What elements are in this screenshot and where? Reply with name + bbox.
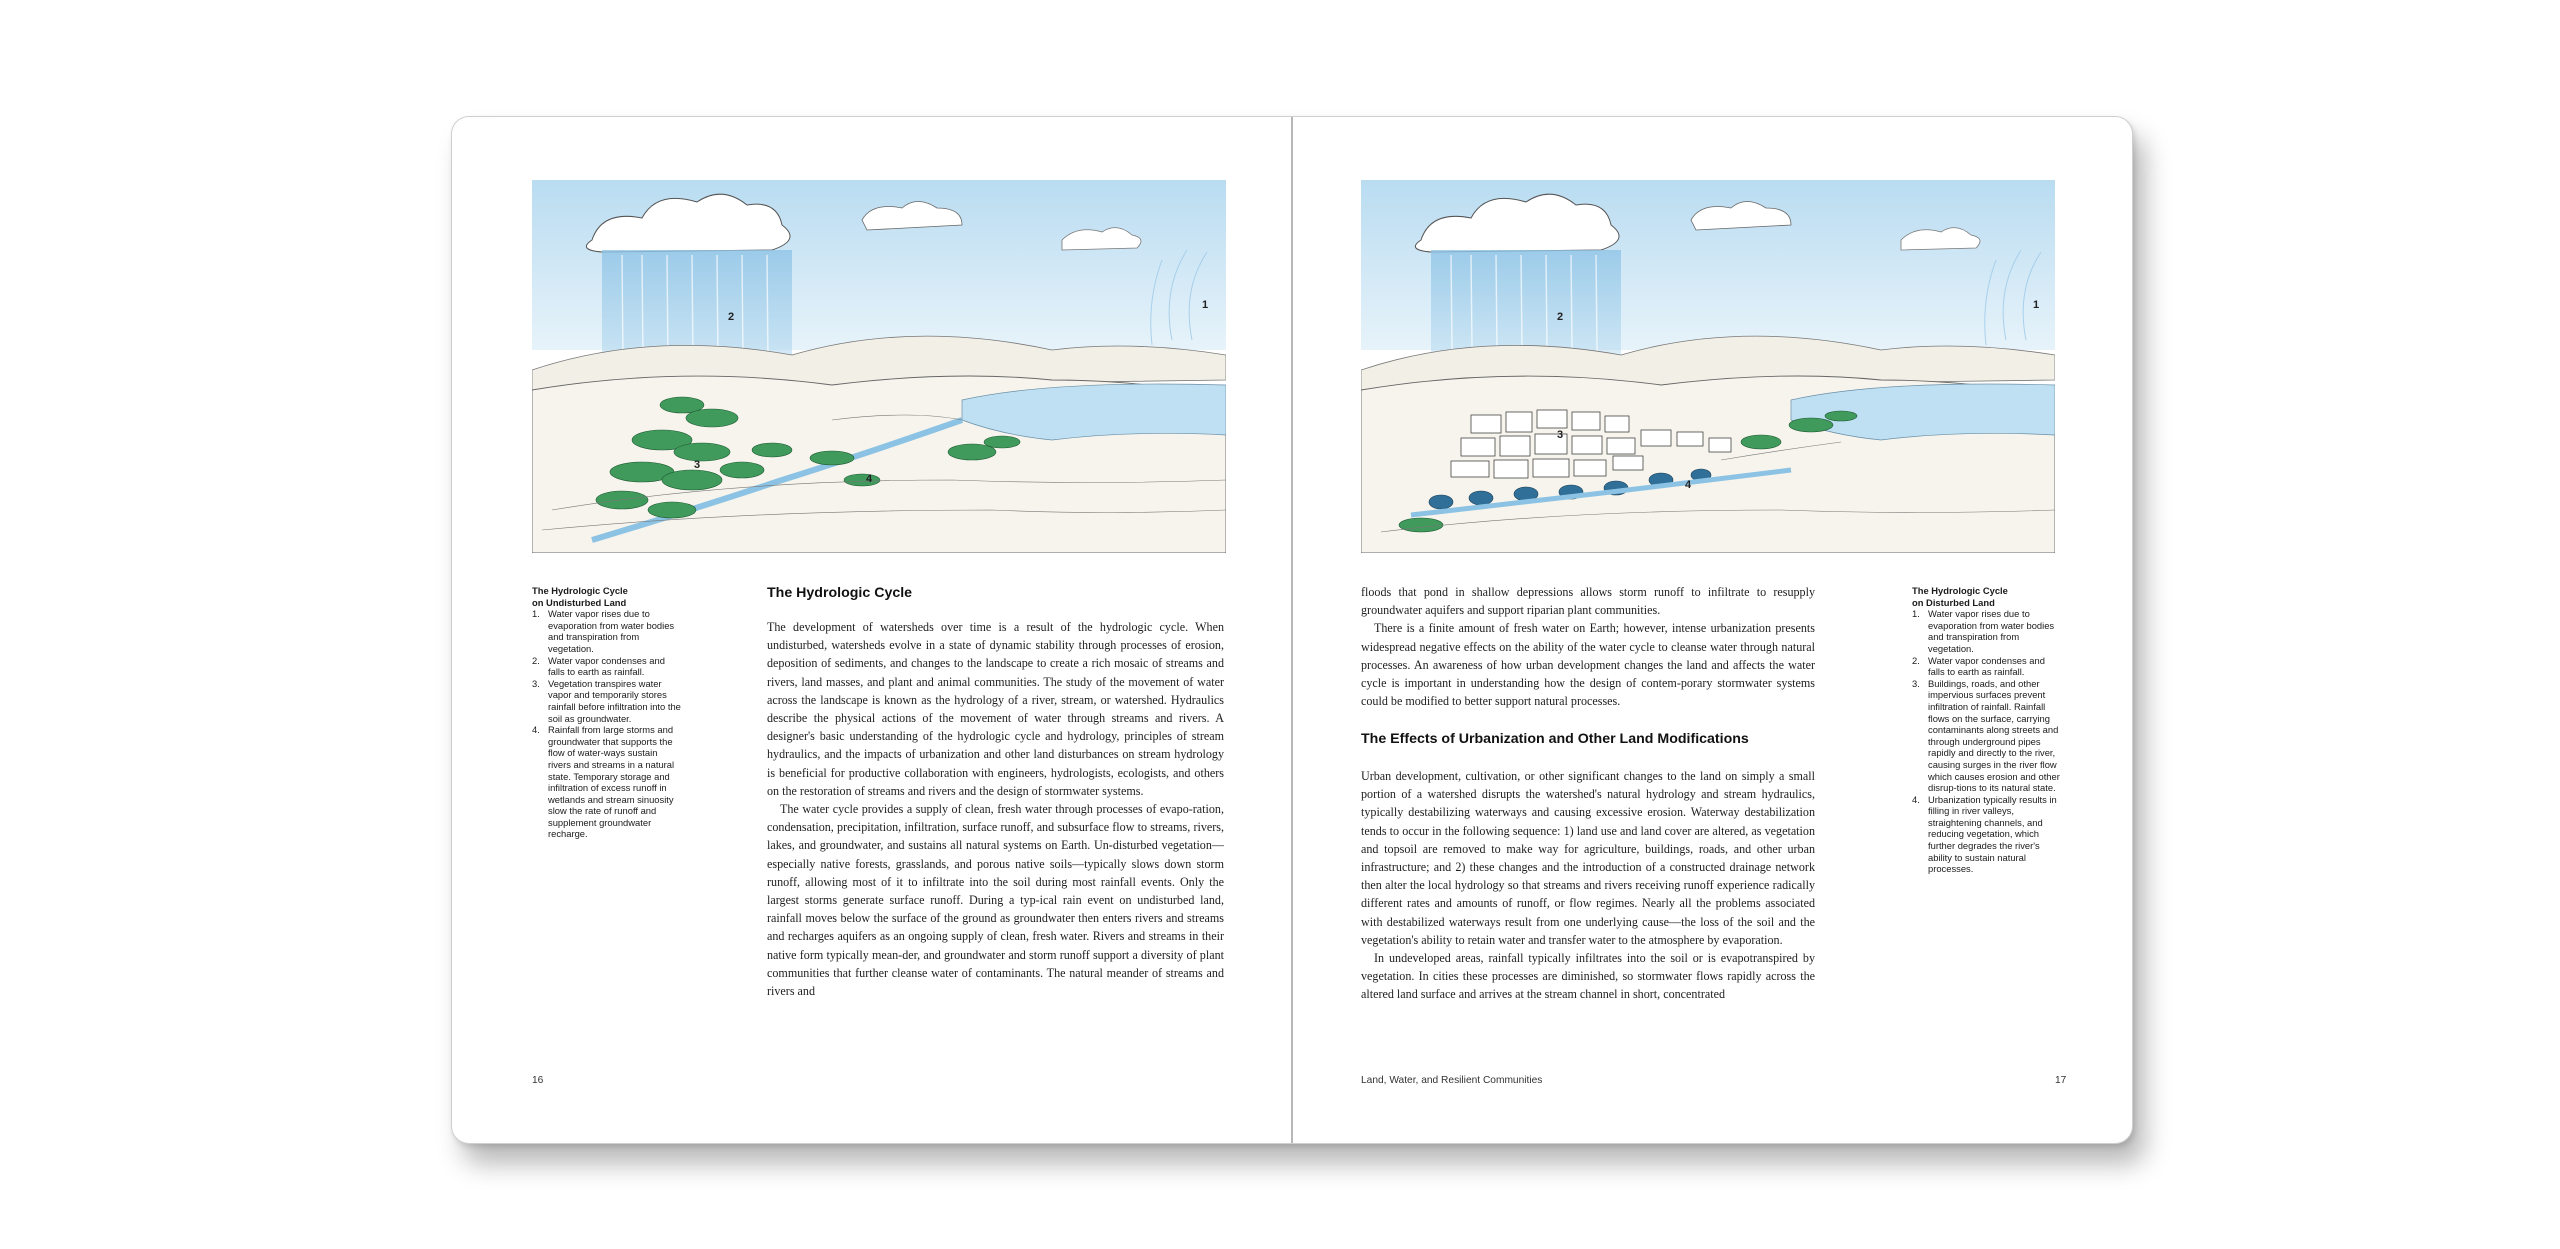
caption-item	[532, 678, 682, 724]
section-heading-effects-of-urbanization: The Effects of Urbanization and Other Land Modifications	[1361, 731, 1749, 747]
caption-item-number: 3.	[532, 677, 540, 689]
body-paragraph: The water cycle provides a supply of clean, fresh water through processes of evapo-ration, condensation, precipitation, infiltration, surface runoff, and subsurface flow to streams, rivers, lakes, and groundwater, and sustains all natural systems on Earth. Un-disturbed vegetation—especially native forests, grasslands, and porous native soils—typically slows down storm runoff, allowing most of it to infiltrate into the soil during most rainfall events. Only the largest storms generate surface runoff. During a typ-ical rain event on undisturbed land, rainfall moves below the surface of the ground as groundwater then enters rivers and streams and recharges aquifers as an ongoing supply of clean, fresh water. Rivers and streams in their native form typically mean-der, and groundwater and storm runoff support a diversity of plant communities that further cleanse water of contaminants. The natural meander of streams and rivers and	[767, 802, 1224, 999]
caption-list	[1912, 608, 2062, 875]
right-body-text-top	[1361, 583, 1815, 710]
left-body-text	[767, 618, 1224, 1000]
caption-title-line1: The Hydrologic Cycle	[1912, 585, 2008, 596]
caption-item	[532, 655, 682, 678]
caption-item	[1912, 794, 2062, 875]
marker-4: 4	[1685, 479, 1692, 491]
caption-title-line2: on Undisturbed Land	[532, 596, 627, 608]
body-paragraph: The development of watersheds over time is a result of the hydrologic cycle. When undisturbed, watersheds evolve in a state of dynamic stability through processes of erosion, deposition of sediments, and changes to the landscape to create a rich mosaic of streams and rivers, land masses, and plant and animal communities. The study of the movement of water across the landscape is known as the hydrology of a river, stream, or watershed. Hydraulics describe the physical actions of the movement of water through streams and rivers. A designer's basic understanding of the hydrologic cycle and hydrology, principles of stream hydraulics, and the impacts of urbanization and other land disturbances on stream hydrology is beneficial for productive collaboration with engineers, hydrologists, ecologists, and others on the restoration of streams and rivers and the design of stormwater systems.	[767, 620, 1224, 798]
caption-item	[532, 724, 682, 840]
caption-item	[532, 608, 682, 654]
marker-3: 3	[694, 459, 701, 471]
page-number-left: 16	[532, 1075, 544, 1086]
illustration-disturbed-land	[1361, 180, 2055, 553]
caption-item-text: Buildings, roads, and other impervious surfaces prevent infiltration of rainfall. Rainfall flows on the surface, carrying contaminants along streets and through underground pipes rapidly and directly to the river, causing surges in the river flow which causes erosion and other disrup-tions to its natural state.	[1928, 677, 2060, 794]
caption-item-text: Vegetation transpires water vapor and temporarily stores rainfall before infiltration into the soil as groundwater.	[548, 677, 681, 724]
page-number-right: 17	[2055, 1075, 2067, 1086]
caption-list	[532, 608, 682, 840]
caption-undisturbed-land	[532, 585, 682, 840]
running-footer-title: Land, Water, and Resilient Communities	[1361, 1075, 1543, 1086]
marker-4: 4	[866, 473, 873, 485]
body-paragraph: In undeveloped areas, rainfall typically infiltrates into the soil or is evapotranspired by vegetation. In cities these processes are diminished, so stormwater flows rapidly across the altered land surface and arrives at the stream channel in short, concentrated	[1361, 951, 1815, 1002]
book-spread	[451, 116, 2133, 1144]
caption-item-text: Water vapor rises due to evaporation from water bodies and transpiration from vegetation.	[548, 608, 675, 654]
right-page	[1293, 117, 2132, 1143]
marker-2: 2	[1557, 311, 1564, 323]
illustration-undisturbed-land	[532, 180, 1226, 553]
marker-1: 1	[2033, 299, 2040, 311]
caption-item-number: 1.	[532, 608, 540, 620]
caption-item	[1912, 655, 2062, 678]
caption-item	[1912, 608, 2062, 654]
marker-3: 3	[1557, 429, 1564, 441]
caption-item-text: Rainfall from large storms and groundwater that supports the flow of water-ways sustain rivers and streams in a natural state. Temporary storage and infiltration of excess runoff in wetlands and stream sinuosity slow the rate of runoff and supplement groundwater recharge.	[548, 724, 675, 840]
caption-item-text: Water vapor condenses and falls to earth as rainfall.	[548, 654, 665, 678]
caption-item-number: 4.	[1912, 793, 1920, 805]
caption-item	[1912, 678, 2062, 794]
section-heading-hydrologic-cycle: The Hydrologic Cycle	[767, 585, 913, 601]
caption-item-text: Water vapor rises due to evaporation from water bodies and transpiration from vegetation.	[1928, 608, 2055, 654]
body-paragraph: floods that pond in shallow depressions allows storm runoff to infiltrate to resupply groundwater aquifers and support riparian plant communities.	[1361, 585, 1815, 618]
caption-item-number: 3.	[1912, 677, 1920, 689]
right-body-text-bottom	[1361, 767, 1815, 1004]
marker-2: 2	[728, 311, 735, 323]
marker-1: 1	[1202, 299, 1209, 311]
caption-item-number: 2.	[1912, 654, 1920, 666]
left-page	[452, 117, 1291, 1143]
body-paragraph: Urban development, cultivation, or other significant changes to the land on simply a small portion of a watershed disrupts the watershed's natural hydrology and stream hydraulics, typically destabilizing waterways and causing excessive erosion. Waterway destabilization tends to occur in the following sequence: 1) land use and land cover are altered, as vegetation and topsoil are removed to make way for agriculture, buildings, roads, and other urban infrastructure; and 2) these changes and the introduction of a constructed drainage network then alter the local hydrology so that streams and rivers receiving runoff experience radically different rates and amounts of runoff, or flow regimes. Nearly all the problems associated with destabilized waterways result from one underlying cause—the loss of the soil and the vegetation's ability to retain water and transfer water to the atmosphere by evaporation.	[1361, 769, 1815, 947]
caption-item-number: 1.	[1912, 608, 1920, 620]
caption-item-text: Water vapor condenses and falls to earth as rainfall.	[1928, 654, 2045, 678]
caption-item-text: Urbanization typically results in filling in river valleys, straightening channels, and reducing vegetation, which further degrades the river's ability to sustain natural processes.	[1928, 793, 2057, 875]
caption-title-line1: The Hydrologic Cycle	[532, 585, 628, 596]
caption-item-number: 4.	[532, 724, 540, 736]
caption-title-line2: on Disturbed Land	[1912, 596, 1995, 608]
caption-item-number: 2.	[532, 654, 540, 666]
body-paragraph: There is a finite amount of fresh water on Earth; however, intense urbanization presents widespread negative effects on the ability of the water cycle to cleanse water through natural processes. An awareness of how urban development changes the land and affects the water cycle is important in understanding how the design of contem-porary stormwater systems could be modified to better support natural processes.	[1361, 621, 1815, 709]
caption-disturbed-land	[1912, 585, 2062, 875]
